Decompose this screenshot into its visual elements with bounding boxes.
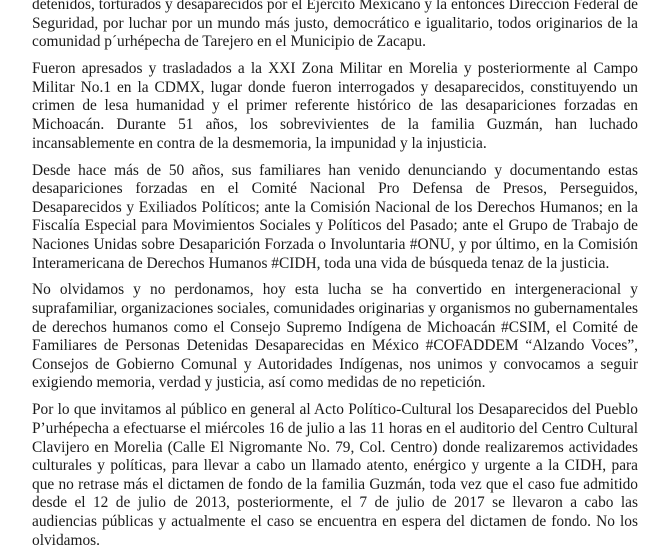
paragraph-no-olvidamos: No olvidamos y no perdonamos, hoy esta lucha se ha convertido en intergeneracional y suprafamiliar, organizaciones sociales, comunidades originarias y organismos no gubernamentales de derechos humanos como el Consejo Supremo Indígena de Michoacán #CSIM, el Comité de Familiares de Personas Detenidas Desaparecidas en México #COFADDEM “Alzando Voces”, Consejos de Gobierno Comunal y Autoridades Indígenas, nos unimos y convocamos a seguir exigiendo memoria, verdad y justicia, así como medidas de no repetición. [32,281,638,392]
paragraph-invitation: Por lo que invitamos al público en general al Acto Político-Cultural los Desaparecidos del Pueblo P’urhépecha a efectuarse el miércoles 16 de julio a las 11 horas en el auditorio del Centro Cultural Clavijero en Morelia (Calle El Nigromante No. 79, Col. Centro) donde realizaremos actividades culturales y políticas, para llevar a cabo un llamado atento, enérgico y urgente a la CIDH, para que no retrase más el dictamen de fondo de la familia Guzmán, toda vez que el caso fue admitido desde el 12 de julio de 2013, posteriormente, el 7 de julio de 2017 se llevaron a cabo las audiencias públicas y actualmente el caso se encuentra en espera del dictamen de fondo. No los olvidamos. [32,401,638,549]
document-page [32,0,638,559]
paragraph-detention: detenidos, torturados y desaparecidos por el Ejército Mexicano y la entonces Dirección Federal de Seguridad, por luchar por un mundo más justo, democrático e igualitario, todos originarios de la comunidad p´urhépecha de Tarejero en el Municipio de Zacapu. [32,0,638,51]
paragraph-transfer: Fueron apresados y trasladados a la XXI Zona Militar en Morelia y posteriormente al Campo Militar No.1 en la CDMX, lugar donde fueron interrogados y desaparecidos, constituyendo un crimen de lesa humanidad y el primer referente histórico de las desapariciones forzadas en Michoacán. Durante 51 años, los sobrevivientes de la familia Guzmán, han luchado incansablemente en contra de la desmemoria, la impunidad y la injusticia. [32,60,638,152]
paragraph-denunciation: Desde hace más de 50 años, sus familiares han venido denunciando y documentando estas desapariciones forzadas en el Comité Nacional Pro Defensa de Presos, Perseguidos, Desaparecidos y Exiliados Políticos; ante la Comisión Nacional de los Derechos Humanos; en la Fiscalía Especial para Movimientos Sociales y Políticos del Pasado; ante el Grupo de Trabajo de Naciones Unidas sobre Desaparición Forzada o Involuntaria #ONU, y por último, en la Comisión Interamericana de Derechos Humanos #CIDH, toda una vida de búsqueda tenaz de la justicia. [32,161,638,272]
